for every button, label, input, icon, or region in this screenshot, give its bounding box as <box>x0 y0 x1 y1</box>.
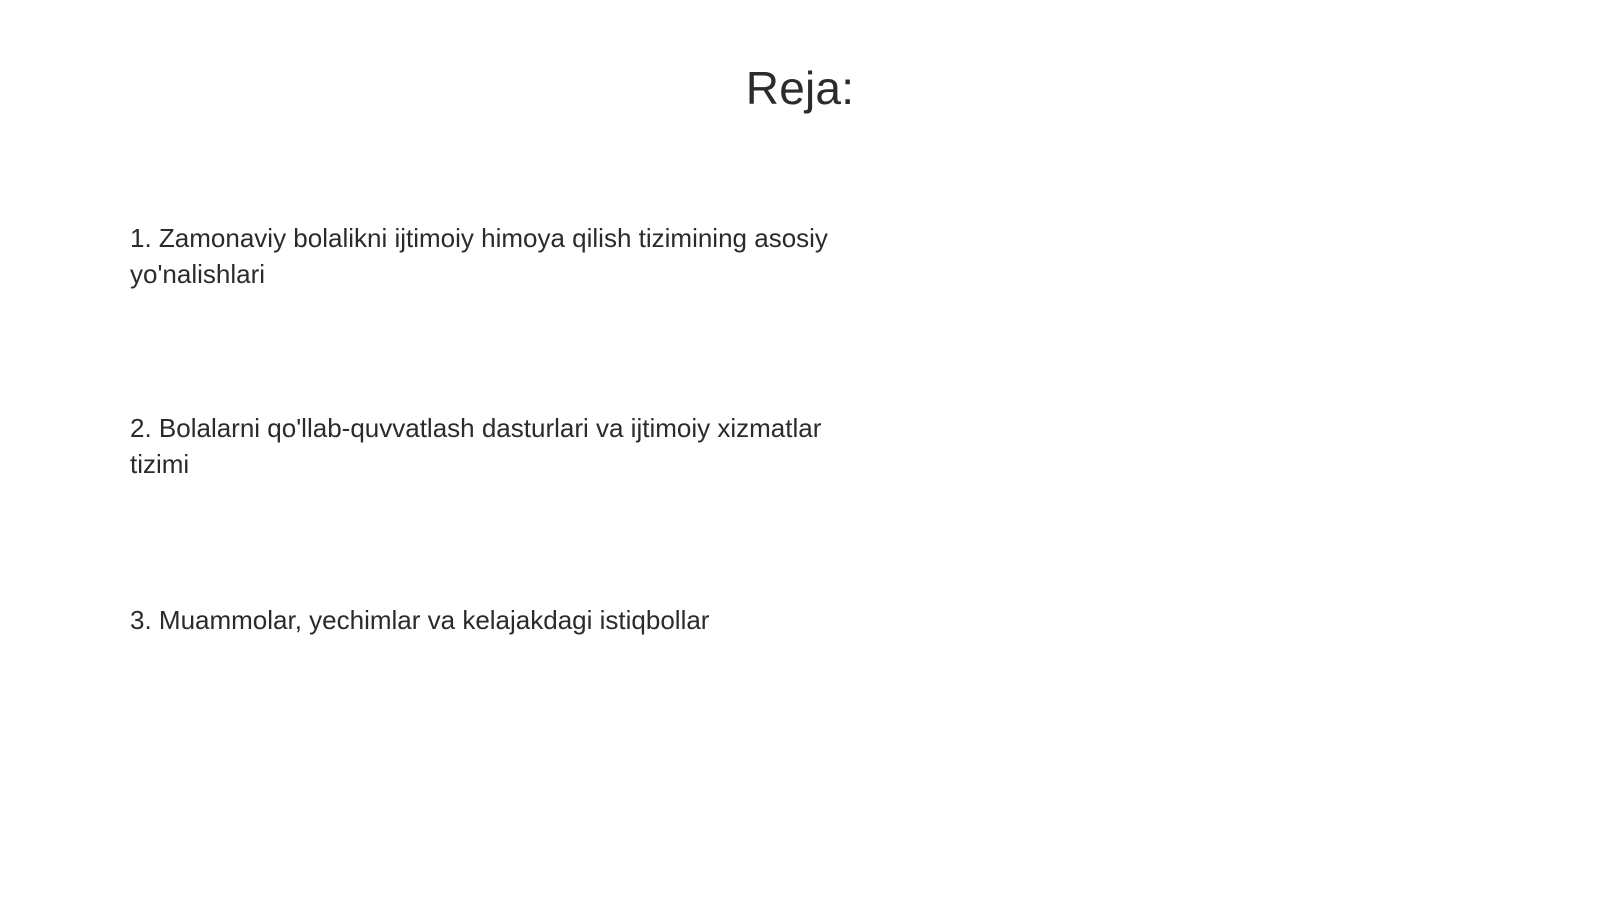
plan-item-3: 3. Muammolar, yechimlar va kelajakdagi istiqbollar <box>130 605 710 635</box>
plan-item-2: 2. Bolalarni qo'llab-quvvatlash dasturlari va ijtimoiy xizmatlar tizimi <box>130 413 822 479</box>
plan-item-1: 1. Zamonaviy bolalikni ijtimoiy himoya qilish tizimining asosiy yo'nalishlari <box>130 223 828 289</box>
slide-title: Reja: <box>745 62 855 114</box>
